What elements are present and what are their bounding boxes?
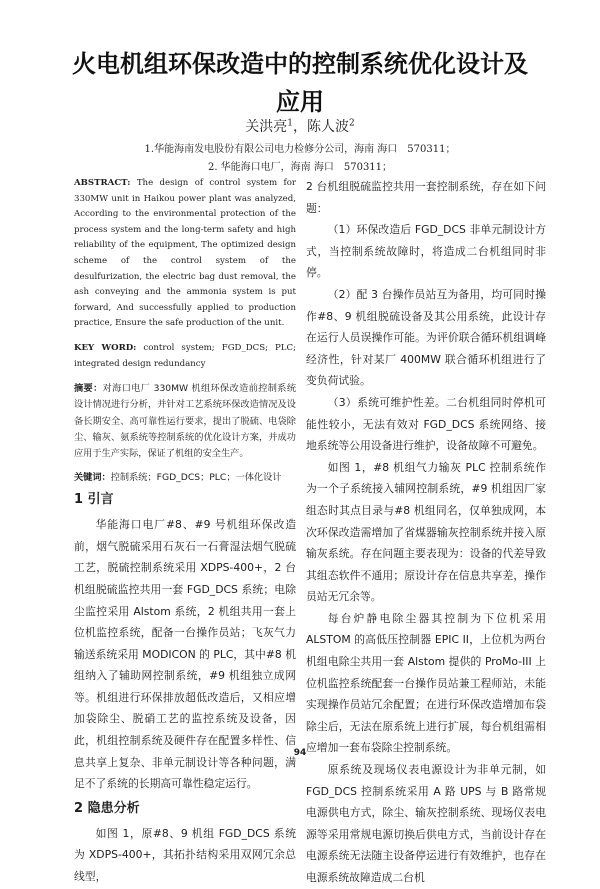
right-paragraph-3: （3）系统可维护性差。二台机组同时停机可能性较小，无法有效对 FGD_DCS 系统网络、接地系统等公用设备进行维护，设备故障不可避免。: [306, 395, 546, 453]
right-paragraph-2: （2）配 3 台操作员站互为备用，均可同时操作#8、9 机组脱硫设备及其公用系统，此设计存在运行人员误操作可能。为评价联合循环机组调峰经济性，针对某厂 400MW 联合循环机组进行了变负荷试验。: [306, 287, 546, 388]
right-paragraph-5: 每台炉静电除尘器其控制为下位机采用 ALSTOM 的高低压控制器 EPIC II，上位机为两台机组电除尘共用一套 Alstom 提供的 ProMo-III 上位机监控系统配套一台操作员站兼工程师站，未能实现操作员站冗余配置；在进行环保改造增加布袋除尘后，无法在原系统上进行扩展，每台机组需相应增加一套布袋除尘控制系统。: [306, 611, 546, 755]
abstract-en-label: ABSTRACT:: [74, 178, 131, 188]
keywords-zh: [74, 470, 296, 486]
right-paragraph-0: 2 台机组脱硫监控共用一套控制系统，存在如下问题：: [306, 180, 546, 215]
abstract-en-text: The design of control system for 330MW unit in Haikou power plant was analyzed, According to the environmental protection of the process system and the long-term safety and high reliability of the equipment, The optimized design scheme of the control system of the desulfurization, the electric bag dust removal, the ash conveying and the ammonia system is put forward, And successfully applied to production practice, Ensure the safe production of the unit.: [74, 178, 296, 329]
abstract-en: [74, 176, 296, 332]
page-number: 94: [293, 748, 307, 758]
author-2-affil-mark: 2: [349, 118, 355, 129]
paper-title-line2: 应用: [276, 88, 324, 116]
author-2: 陈人波: [307, 119, 349, 135]
keywords-en-label: KEY WORD:: [74, 342, 137, 353]
author-separator: ，: [293, 119, 307, 135]
right-paragraph-4: 如图 1，#8 机组气力输灰 PLC 控制系统作为一个子系统接入辅网控制系统，#9 机组因厂家组态时其点目录与#8 机组同名，仅单独成网，本次环保改造需增加了省煤器输灰控制系统并接入原输灰系统。存在问题主要表现为：设备的代差导致其组态软件不通用；原设计存在信息共享差，操作员站无冗余等。: [306, 460, 546, 604]
author-1: 关洪亮: [245, 119, 288, 135]
abstract-zh-text: 对海口电厂 330MW 机组环保改造前控制系统设计情况进行分析，并针对工艺系统环保改造情况及设备长期安全、高可靠性运行要求，提出了脱硫、电袋除尘、输灰、氨系统等控制系统的优化设计方案，并成功应用于生产实际，保证了机组的安全生产。: [74, 383, 297, 459]
abstract-zh-label: 摘要：: [74, 383, 103, 395]
keywords-zh-label: 关键词：: [74, 472, 111, 484]
section-heading-intro: 1 引言: [74, 492, 114, 508]
paper-title-line1: 火电机组环保改造中的控制系统优化设计及: [72, 50, 528, 78]
right-paragraph-6: 原系统及现场仪表电源设计为非单元制，如 FGD_DCS 控制系统采用 A 路 UPS 与 B 路常规电源供电方式，除尘、输灰控制系统、现场仪表电源等采用常规电源切换后供电方式，当前设计存在电源系统无法随主设备停运进行有效维护，也存在电源系统故障造成二台机: [306, 763, 546, 884]
intro-paragraph: 华能海口电厂#8、#9 号机组环保改造前，烟气脱硫采用石灰石一石膏湿法烟气脱硫工艺，脱硫控制系统采用 XDPS-400+，2 台机组脱硫监控共用一套 FGD_DCS 系统；电除尘监控采用 Alstom 系统，2 机组共用一套上位机监控系统，配备一台操作员站；飞灰气力输送系统采用 MODICON 的 PLC，其中#8 机组纳入了辅助网控制系统，#9 机组独立成网等。机组进行环保排放超低改造后，又相应增加袋除尘、脱硝工艺的监控系统及设备，因此，机组控制系统及硬件存在配置多样性、信息共享上复杂、非单元制设计等各种问题，满足不了系统的长期高可靠性稳定运行。: [74, 518, 296, 791]
authors: [0, 116, 600, 136]
affiliation-1: 1.华能海南发电股份有限公司电力检修分公司，海南 海口 570311；: [144, 144, 456, 155]
left-column: [74, 176, 296, 888]
keywords-zh-text: 控制系统；FGD_DCS；PLC；一体化设计: [110, 472, 282, 484]
author-1-affil-mark: 1: [287, 118, 293, 129]
abstract-zh: [74, 381, 296, 462]
affiliation-2: 2. 华能海口电厂，海南 海口 570311；: [207, 162, 393, 173]
keywords-en-text: control system; FGD_DCS; PLC; integrated design redundancy: [74, 342, 296, 369]
right-paragraph-1: （1）环保改造后 FGD_DCS 非单元制设计方式，当控制系统故障时，将造成二台机组同时非停。: [306, 223, 546, 280]
right-column: [306, 176, 546, 889]
section-heading-analysis: 2 隐患分析: [74, 800, 140, 816]
analysis-paragraph: 如图 1，原#8、9 机组 FGD_DCS 系统为 XDPS-400+，其拓扑结构采用双网冗余总线型，: [74, 826, 296, 884]
keywords-en: [74, 341, 296, 372]
